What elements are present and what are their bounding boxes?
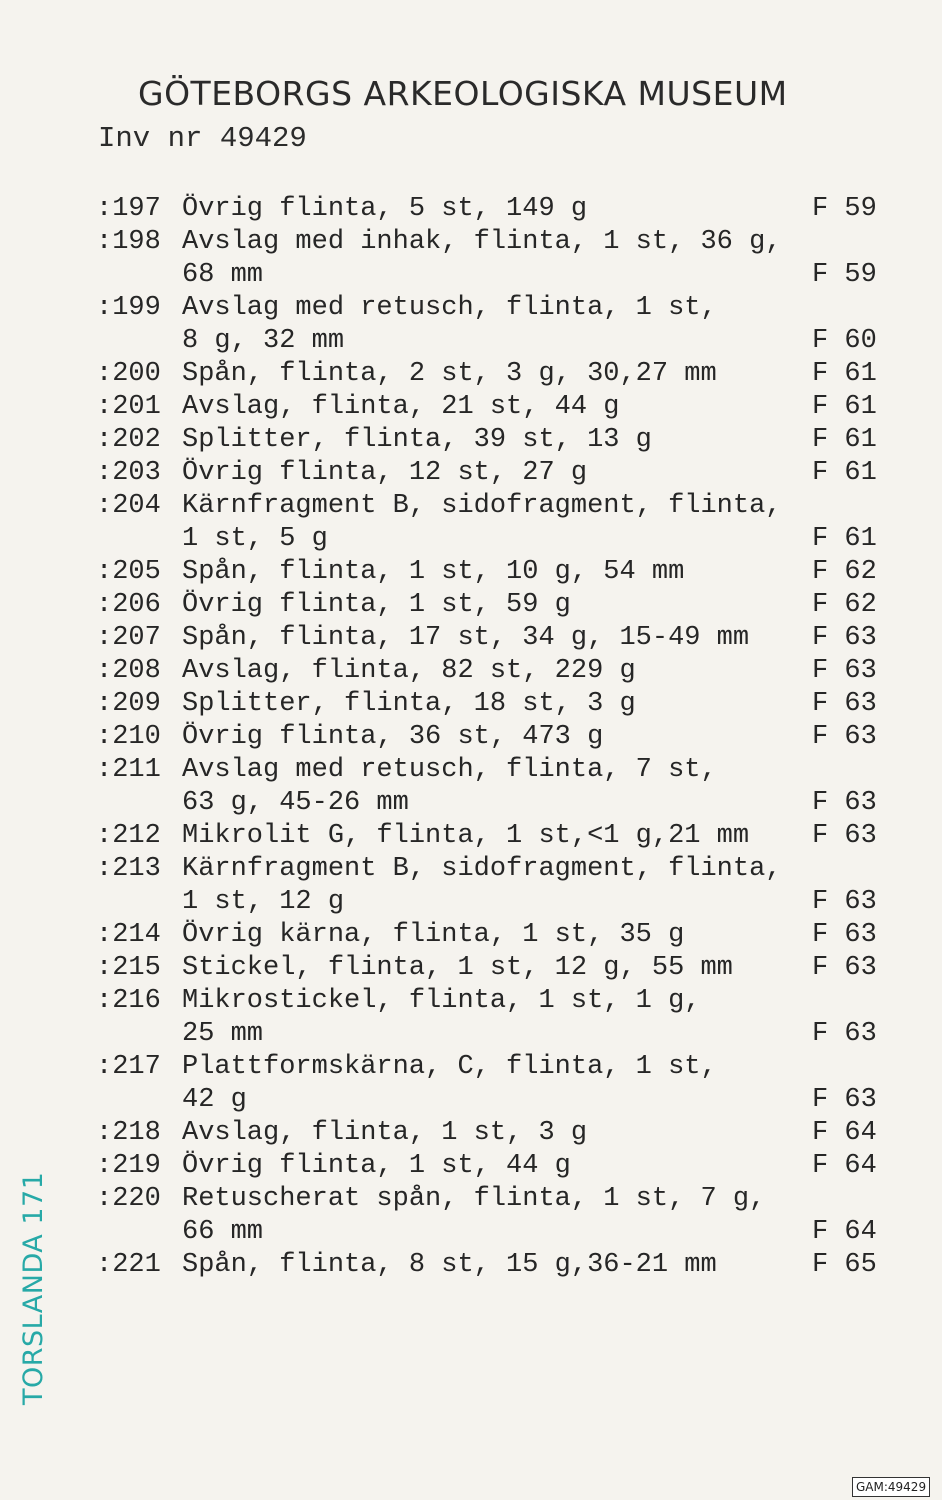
entry-line bbox=[0, 622, 942, 655]
entry-description: Plattformskärna, C, flinta, 1 st, bbox=[182, 1052, 717, 1082]
entry-reference: F 63 bbox=[812, 623, 877, 653]
entry-reference: F 60 bbox=[812, 326, 877, 356]
entry-line bbox=[0, 1084, 942, 1117]
entry-line bbox=[0, 193, 942, 226]
entry-reference: F 64 bbox=[812, 1151, 877, 1181]
entry-line bbox=[0, 721, 942, 754]
entry-line bbox=[0, 424, 942, 457]
entry-number: :217 bbox=[96, 1052, 161, 1082]
entry-number: :216 bbox=[96, 986, 161, 1016]
entry-line bbox=[0, 1216, 942, 1249]
entry-description: Avslag, flinta, 21 st, 44 g bbox=[182, 392, 620, 422]
entry-reference: F 63 bbox=[812, 722, 877, 752]
entry-description: 25 mm bbox=[182, 1019, 264, 1049]
entry-line bbox=[0, 1150, 942, 1183]
entry-line bbox=[0, 589, 942, 622]
entry-number: :203 bbox=[96, 458, 161, 488]
entry-number: :205 bbox=[96, 557, 161, 587]
entry-line bbox=[0, 952, 942, 985]
entry-reference: F 64 bbox=[812, 1217, 877, 1247]
entry-line bbox=[0, 853, 942, 886]
entry-reference: F 63 bbox=[812, 1085, 877, 1115]
entry-number: :219 bbox=[96, 1151, 161, 1181]
entry-description: Avslag, flinta, 1 st, 3 g bbox=[182, 1118, 588, 1148]
entry-reference: F 61 bbox=[812, 359, 877, 389]
entry-reference: F 62 bbox=[812, 590, 877, 620]
entry-number: :218 bbox=[96, 1118, 161, 1148]
entry-reference: F 63 bbox=[812, 887, 877, 917]
entry-number: :201 bbox=[96, 392, 161, 422]
entry-reference: F 62 bbox=[812, 557, 877, 587]
archive-stamp: GAM:49429 bbox=[852, 1477, 930, 1497]
entry-description: Mikrolit G, flinta, 1 st,<1 g,21 mm bbox=[182, 821, 750, 851]
entry-number: :215 bbox=[96, 953, 161, 983]
entry-description: 1 st, 5 g bbox=[182, 524, 328, 554]
entry-description: Retuscherat spån, flinta, 1 st, 7 g, bbox=[182, 1184, 766, 1214]
entry-description: Avslag med inhak, flinta, 1 st, 36 g, bbox=[182, 227, 782, 257]
entry-number: :200 bbox=[96, 359, 161, 389]
entry-reference: F 63 bbox=[812, 1019, 877, 1049]
entry-description: 63 g, 45-26 mm bbox=[182, 788, 409, 818]
entry-number: :208 bbox=[96, 656, 161, 686]
entry-reference: F 63 bbox=[812, 953, 877, 983]
entry-description: Övrig flinta, 1 st, 44 g bbox=[182, 1151, 571, 1181]
entry-reference: F 63 bbox=[812, 821, 877, 851]
entry-reference: F 63 bbox=[812, 689, 877, 719]
entry-reference: F 63 bbox=[812, 656, 877, 686]
entry-reference: F 61 bbox=[812, 425, 877, 455]
entry-number: :213 bbox=[96, 854, 161, 884]
entry-reference: F 61 bbox=[812, 458, 877, 488]
entry-line bbox=[0, 556, 942, 589]
entry-reference: F 65 bbox=[812, 1250, 877, 1280]
entry-description: Kärnfragment B, sidofragment, flinta, bbox=[182, 491, 782, 521]
entry-reference: F 59 bbox=[812, 194, 877, 224]
entry-line bbox=[0, 754, 942, 787]
entry-line bbox=[0, 1249, 942, 1282]
entry-number: :214 bbox=[96, 920, 161, 950]
entry-reference: F 61 bbox=[812, 524, 877, 554]
entry-description: Övrig flinta, 5 st, 149 g bbox=[182, 194, 588, 224]
entry-line bbox=[0, 1018, 942, 1051]
entry-line bbox=[0, 820, 942, 853]
entry-description: Avslag med retusch, flinta, 7 st, bbox=[182, 755, 717, 785]
entry-description: Avslag, flinta, 82 st, 229 g bbox=[182, 656, 636, 686]
inventory-number: Inv nr 49429 bbox=[98, 122, 307, 155]
entry-number: :206 bbox=[96, 590, 161, 620]
entry-line bbox=[0, 985, 942, 1018]
entry-line bbox=[0, 259, 942, 292]
entry-line bbox=[0, 919, 942, 952]
entry-number: :198 bbox=[96, 227, 161, 257]
site-label: TORSLANDA 171 bbox=[18, 1171, 49, 1405]
entry-number: :220 bbox=[96, 1184, 161, 1214]
entry-reference: F 63 bbox=[812, 788, 877, 818]
entry-line bbox=[0, 226, 942, 259]
entry-line bbox=[0, 490, 942, 523]
entry-reference: F 63 bbox=[812, 920, 877, 950]
entry-line bbox=[0, 358, 942, 391]
entry-line bbox=[0, 1117, 942, 1150]
entry-line bbox=[0, 1051, 942, 1084]
entry-number: :210 bbox=[96, 722, 161, 752]
entry-description: 1 st, 12 g bbox=[182, 887, 345, 917]
entry-description: Mikrostickel, flinta, 1 st, 1 g, bbox=[182, 986, 701, 1016]
entry-description: Splitter, flinta, 18 st, 3 g bbox=[182, 689, 636, 719]
entry-description: Övrig flinta, 36 st, 473 g bbox=[182, 722, 604, 752]
entry-line bbox=[0, 325, 942, 358]
entry-number: :211 bbox=[96, 755, 161, 785]
entry-number: :207 bbox=[96, 623, 161, 653]
entry-description: 66 mm bbox=[182, 1217, 264, 1247]
entry-line bbox=[0, 292, 942, 325]
entry-description: 42 g bbox=[182, 1085, 247, 1115]
entry-description: Spån, flinta, 8 st, 15 g,36-21 mm bbox=[182, 1250, 717, 1280]
entry-number: :209 bbox=[96, 689, 161, 719]
entry-reference: F 64 bbox=[812, 1118, 877, 1148]
entry-reference: F 59 bbox=[812, 260, 877, 290]
museum-header: GÖTEBORGS ARKEOLOGISKA MUSEUM bbox=[138, 74, 788, 113]
entry-number: :197 bbox=[96, 194, 161, 224]
entry-number: :199 bbox=[96, 293, 161, 323]
entry-line bbox=[0, 523, 942, 556]
entry-reference: F 61 bbox=[812, 392, 877, 422]
entry-number: :221 bbox=[96, 1250, 161, 1280]
entry-line bbox=[0, 886, 942, 919]
entry-description: 68 mm bbox=[182, 260, 264, 290]
entry-line bbox=[0, 655, 942, 688]
entry-number: :202 bbox=[96, 425, 161, 455]
entry-description: Stickel, flinta, 1 st, 12 g, 55 mm bbox=[182, 953, 733, 983]
entry-line bbox=[0, 1183, 942, 1216]
entry-description: Spån, flinta, 1 st, 10 g, 54 mm bbox=[182, 557, 685, 587]
entry-number: :212 bbox=[96, 821, 161, 851]
entry-line bbox=[0, 457, 942, 490]
entry-number: :204 bbox=[96, 491, 161, 521]
entry-description: Övrig flinta, 1 st, 59 g bbox=[182, 590, 571, 620]
entry-line bbox=[0, 787, 942, 820]
entry-description: Spån, flinta, 17 st, 34 g, 15-49 mm bbox=[182, 623, 750, 653]
entry-description: Splitter, flinta, 39 st, 13 g bbox=[182, 425, 652, 455]
entry-description: Övrig kärna, flinta, 1 st, 35 g bbox=[182, 920, 685, 950]
entry-description: Avslag med retusch, flinta, 1 st, bbox=[182, 293, 717, 323]
entry-description: Spån, flinta, 2 st, 3 g, 30,27 mm bbox=[182, 359, 717, 389]
entry-line bbox=[0, 391, 942, 424]
entry-description: Kärnfragment B, sidofragment, flinta, bbox=[182, 854, 782, 884]
entry-line bbox=[0, 688, 942, 721]
entry-description: 8 g, 32 mm bbox=[182, 326, 345, 356]
entry-description: Övrig flinta, 12 st, 27 g bbox=[182, 458, 588, 488]
